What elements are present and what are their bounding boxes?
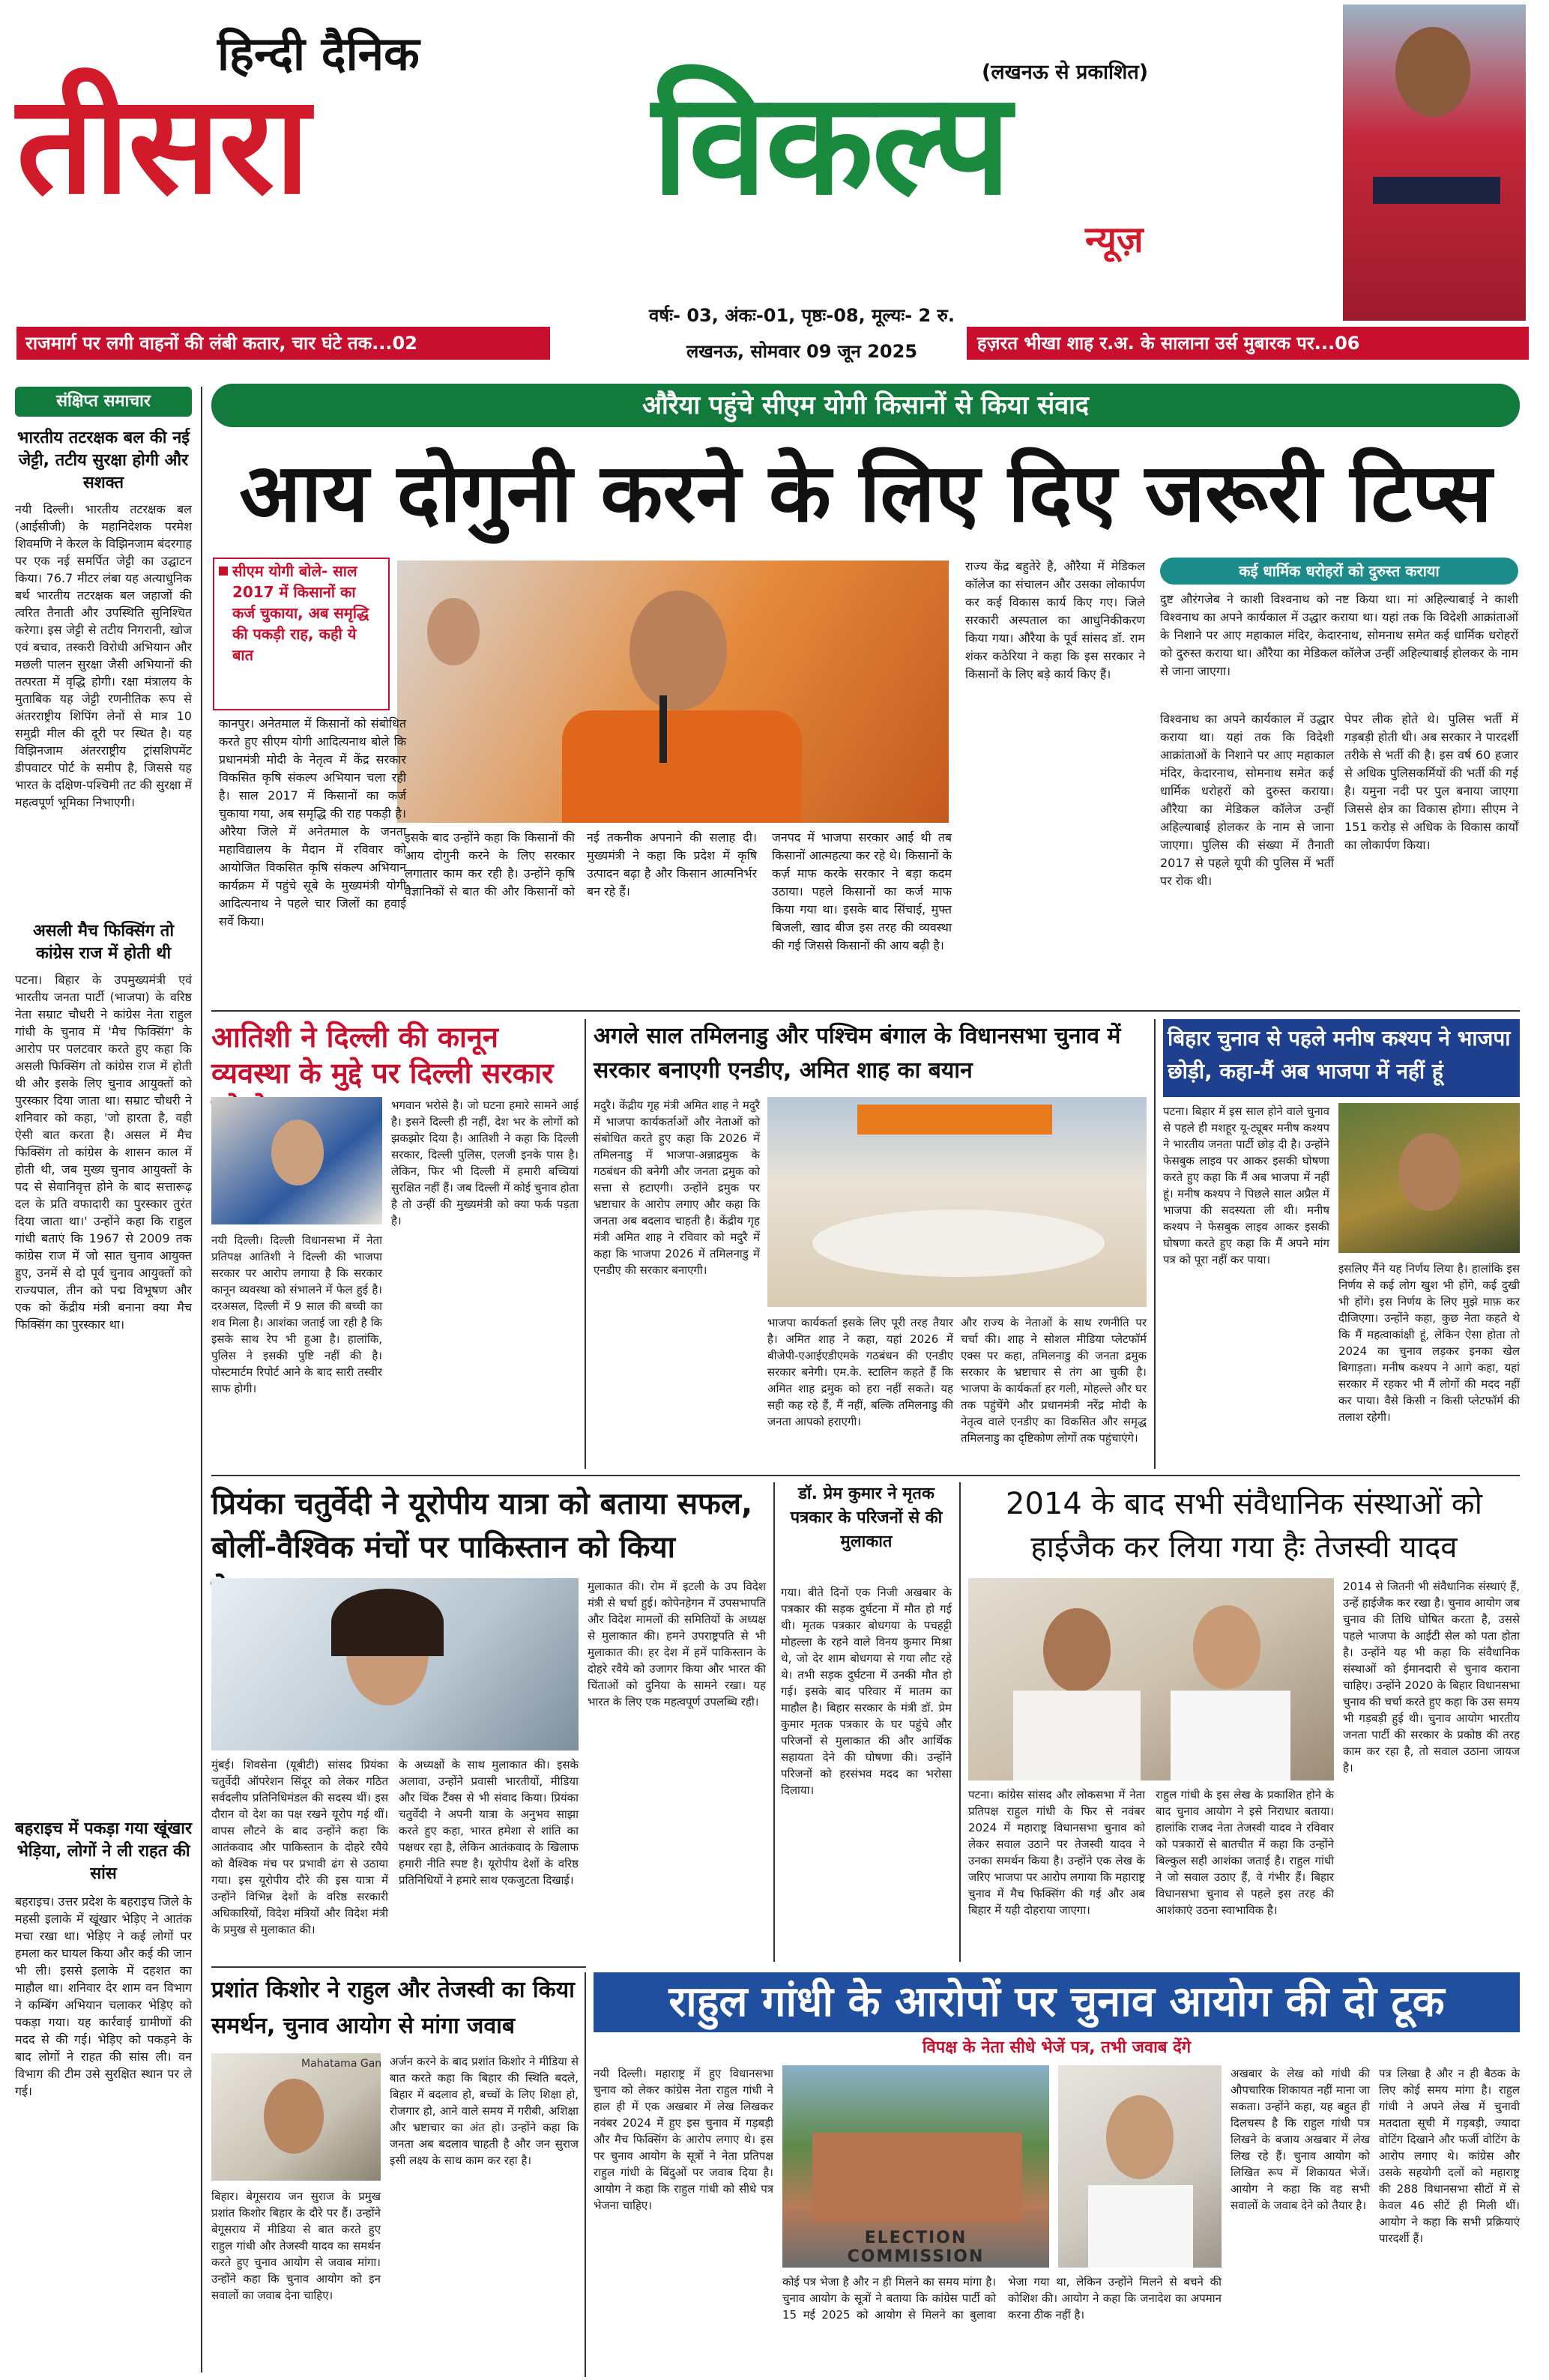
tejashwi-body-1: पटना। कांग्रेस सांसद और लोकसभा में नेता प्रतिपक्ष राहुल गांधी के फिर से नवंबर 2024 में महाराष्ट्र विधानसभा चुनाव को लेकर सवाल उठाने पर तेजस्वी यादव ने उनका समर्थन किया है। उन्होंने एक लेख के जरिए भाजपा पर आरोप लगाया कि महाराष्ट्र चुनाव में मैच फिक्सिंग की गई और अब बिहार में यही दोहराया जाएगा। xyxy=(968,1788,1145,1917)
rahul-photo xyxy=(1058,2065,1222,2268)
lead-headline[interactable]: आय दोगुनी करने के लिए दिए जरूरी टिप्स xyxy=(239,447,1492,540)
shah-body-1: मदुरै। केंद्रीय गृह मंत्री अमित शाह ने मदुरै में भाजपा कार्यकर्ताओं और नेताओं को संबोधित करते हुए कहा कि 2026 में तमिलनाडु में भाजपा-अन्नाद्रमुक के गठबंधन की बनेगी और जनता द्रमुक को सत्ता से हटाएगी। उन्होंने द्रमुक पर भ्रष्टाचार के आरोप लगाए और कहा कि जनता अब बदलाव चाहती है। केंद्रीय गृह मंत्री अमित शाह ने रविवार को मदुरै में कहा कि भाजपा 2026 में तमिलनाडु में एनडीए की सरकार बनाएगी। xyxy=(594,1099,760,1277)
prashant-body-1: बिहार। बेगूसराय जन सुराज के प्रमुख प्रशांत किशोर बिहार के दौरे पर हैं। उन्होंने बेगूसराय में मीडिया से बात करते हुए राहुल गांधी और तेजस्वी यादव का समर्थन करते हुए चुनाव आयोग से जवाब मांगा। उन्होंने कहा कि चुनाव आयोग को इन सवालों का जवाब देना चाहिए। xyxy=(211,2190,381,2302)
rahul-shirt xyxy=(1171,1691,1290,1781)
sidebar-story1-body: नयी दिल्ली। भारतीय तटरक्षक बल (आईसीजी) के महानिदेशक परमेश शिवमणि ने केरल के विझिनजाम बंदरगाह पर एक नई समर्पित जेट्टी का उद्घाटन किया। 76.7 मीटर लंबा यह अत्याधुनिक बर्थ भारतीय तटरक्षक बल जहाजों की त्वरित तैनाती और उपस्थिति सुनिश्चित करेगा। इस जेट्टी से तटीय निगरानी, खोज एवं बचाव, तस्करी विरोधी अभियान और मछली पालन सुरक्षा जैसी अभियानों की तत्परता में वृद्धि होगी। रक्षा मंत्रालय के मुताबिक यह जेट्टी रणनीतिक रूप से अंतरराष्ट्रीय शिपिंग लेनों से मात्र 10 समुद्री मील की दूरी पर स्थित है। यह विझिनजाम अंतरराष्ट्रीय ट्रांसशिपमेंट डीपवाटर पोर्ट के समीप है, जिससे यह भारत के दक्षिण-पश्चिमी तट की सुरक्षा में महत्वपूर्ण भूमिका निभाएगी। xyxy=(15,502,192,809)
lead-body-1: कानपुर। अनेतमाल में किसानों को संबोधित करते हुए सीएम योगी आदित्यनाथ बोले कि प्रधानमंत्री मोदी के नेतृत्व में केंद्र सरकार विकसित कृषि संकल्प अभियान चला रही है। साल 2017 में किसानों का कर्ज चुकाया गया, अब समृद्धि की राह पकड़ी है। औरैया जिले में अनेतमाल के जनता महाविद्यालय के मैदान में रविवार को आयोजित विकसित कृषि संकल्प अभियान कार्यक्रम में पहुंचे सूबे के मुख्यमंत्री योगी आदित्यनाथ ने पहले चार जिलों का हवाई सर्वे किया। xyxy=(219,716,406,928)
rahul-subhead: विपक्ष के नेता सीधे भेजें पत्र, तभी जवाब देंगे xyxy=(922,2038,1192,2057)
prem-divider xyxy=(959,1482,961,1962)
lead-pull-quote: सीएम योगी बोले- साल 2017 में किसानों का कर्ज चुकाया, अब समृद्धि की पकड़ी राह, कही ये बात xyxy=(232,562,369,664)
rahul-body-2: कोई पत्र भेजा है और न ही मिलने का समय मांगा है। चुनाव आयोग के सूत्रों ने बताया कि कांग्रेस पार्टी को 15 मई 2025 को आयोग से मिलने का बुलावा भेजा गया था, लेकिन उन्होंने मिलने से बचने की कोशिश की। आयोग ने कहा कि जनादेश का अपमान करना ठीक नहीं है। xyxy=(782,2275,1222,2322)
sidebar-story2-title[interactable]: असली मैच फिक्सिंग तो कांग्रेस राज में होती थी xyxy=(32,922,175,963)
tejashwi-story xyxy=(968,1482,1520,1962)
masthead-tagline: हिन्दी दैनिक xyxy=(217,26,420,81)
rahul-body-1: नयी दिल्ली। महाराष्ट्र में हुए विधानसभा चुनाव को लेकर कांग्रेस नेता राहुल गांधी ने हाल ही में एक अखबार में लेख लिखकर नवंबर 2024 में हुए इस चुनाव में गड़बड़ी और मैच फिक्सिंग के आरोप लगाए थे। इस पर चुनाव आयोग के सूत्रों ने नेता प्रतिपक्ष राहुल गांधी के बिंदुओं पर जवाब दिया है। आयोग ने कहा कि राहुल गांधी को सीधे पत्र भेजना चाहिए। xyxy=(594,2067,773,2212)
prashant-headline[interactable]: प्रशांत किशोर ने राहुल और तेजस्वी का किया समर्थन, चुनाव आयोग से मांगा जवाब xyxy=(211,1977,575,2039)
yogi-photo xyxy=(397,561,949,823)
kashyap-headline[interactable]: बिहार चुनाव से पहले मनीष कश्यप ने भाजपा छोड़ी, कहा-मैं अब भाजपा में नहीं हूं xyxy=(1163,1019,1520,1097)
rahul-tshirt xyxy=(1088,2185,1193,2268)
priyanka-body-1: मुंबई। शिवसेना (यूबीटी) सांसद प्रियंका चतुर्वेदी ऑपरेशन सिंदूर को लेकर गठित सर्वदलीय प्रतिनिधिमंडल की सदस्य थीं। इस दौरान वो देश का पक्ष रखने यूरोप गई थीं। वापस लौटने के बाद उन्होंने कहा कि आतंकवाद और पाकिस्तान के दोहरे रवैये को वैश्विक मंच पर प्रभावी ढंग से उठाया गया। इस यूरोपीय दौरे की इस यात्रा में उन्होंने विभिन्न देशों के वरिष्ठ सरकारी अधिकारियों, विदेश मंत्रियों और विदेश मंत्री के प्रमुख से मुलाकात की। xyxy=(211,1758,388,1936)
sidebar-story2-body: पटना। बिहार के उपमुख्यमंत्री एवं भारतीय जनता पार्टी (भाजपा) के वरिष्ठ नेता सम्राट चौधरी ने कांग्रेस नेता राहुल गांधी के चुनाव में 'मैच फिक्सिंग' के आरोप पर पलटवार करते हुए कहा कि असली फिक्सिंग तो कांग्रेस राज में होती थी और इसके लिए चुनाव आयुक्तों को पुरस्कार दिया जाता था। सम्राट चौधरी ने शनिवार को कहा, 'जो हारता है, वही ऐसी बात करता है। असल में मैच फिक्सिंग तो कांग्रेस के शासन काल में होती थी, जब मुख्य चुनाव आयुक्तों के पद से सेवानिवृत्त होने के बाद सत्तारूढ़ दल के प्रति वफादारी का पुरस्कार तुरंत दिया जाता था।' उन्होंने कहा कि राहुल गांधी बताएं कि 1967 से 2009 तक कांग्रेस राज में जो सात चुनाव आयुक्त हुए, उनमें से दो पूर्व चुनाव आयुक्तों को राज्यपाल, तीन को पद्म विभूषण और एक को केंद्रीय मंत्री बनाना क्या मैच फिक्सिंग का पुरस्कार था। xyxy=(15,973,192,1332)
tejashwi-headline[interactable]: 2014 के बाद सभी संवैधानिक संस्थाओं को हाईजैक कर लिया गया हैः तेजस्वी यादव xyxy=(1006,1487,1482,1565)
atishi-divider xyxy=(585,1019,586,1469)
kashyap-body-2: इसलिए मैंने यह निर्णय लिया है। हालांकि इस निर्णय से कई लोग खुश भी होंगे, कई दुखी भी होंगे। इस निर्णय के लिए मुझे माफ़ कर दीजिएगा। उन्होंने कहा, कुछ नेता कहते थे कि मैं महत्वाकांक्षी हूं, लेकिन ऐसा होता तो 2024 का चुनाव लड़कर इनका खेल बिगाड़ता। मनीष कश्यप ने आगे कहा, यहां सरकार में रहकर भी मैं लोगों की मदद नहीं कर पाया। वैसे किसी न किसी प्लेटफॉर्म की तलाश रहेगी। xyxy=(1338,1262,1520,1424)
dharmik-body: दुष्ट औरंगजेब ने काशी विश्वनाथ को नष्ट किया था। मां अहिल्याबाई ने काशी विश्वनाथ का अपने कार्यकाल में उद्धार कराया था। यहां तक कि विदेशी आक्रांताओं के निशाने पर आए महाकाल मंदिर, केदारनाथ, सोमनाथ समेत कई धार्मिक धरोहरों को दुरुस्त कराया था। औरैया का मेडिकल कॉलेज उन्हीं अहिल्याबाई होलकर के नाम से जाना जाएगा। xyxy=(1160,592,1518,678)
left-teaser[interactable]: राजमार्ग पर लगी वाहनों की लंबी कतार, चार घंटे तक...02 xyxy=(16,327,550,360)
prashant-face xyxy=(264,2079,324,2154)
rahul-body-3: अखबार के लेख को गांधी की औपचारिक शिकायत नहीं माना जा सकता। उन्होंने कहा, यह बहुत ही दिलचस्प है कि राहुल गांधी पत्र लिखने के बजाय अखबार में लेख लिख रहे हैं। चुनाव आयोग को लिखित रूप में शिकायत भेजें। आयोग ने कहा कि वह सभी सवालों के जवाब देने को तैयार है। xyxy=(1231,2067,1370,2212)
pull-quote-marker xyxy=(219,567,228,576)
rahul-story xyxy=(594,1972,1520,2377)
mid-rule xyxy=(211,1475,1520,1476)
prem-headline[interactable]: डॉ. प्रेम कुमार ने मृतक पत्रकार के परिजनों से की मुलाकात xyxy=(790,1485,943,1551)
priyanka-divider xyxy=(773,1482,775,1962)
prashant-photo-caption: Mahatama Gan xyxy=(301,2058,382,2070)
prem-body: गया। बीते दिनों एक निजी अखबार के पत्रकार की सड़क दुर्घटना में मौत हो गई थी। मृतक पत्रकार बोधगया के पचहट्टी मोहल्ला के रहने वाले विनय कुमार मिश्रा थे, जो देर शाम बोधगया से गया लौट रहे थे। तभी सड़क दुर्घटना में उनकी मौत हो गई। इसके बाद परिवार में मातम का माहौल है। बिहार सरकार के मंत्री डॉ. प्रेम कुमार मृतक पत्रकार के घर पहुंचे और परिजनों से मुलाकात की और आर्थिक सहायता देने की घोषणा की। उन्होंने परिजनों को हरसंभव मदद का भरोसा दिलाया। xyxy=(781,1586,952,1797)
shah-headline[interactable]: अगले साल तमिलनाडु और पश्चिम बंगाल के विधानसभा चुनाव में सरकार बनाएगी एनडीए, अमित शाह का बयान xyxy=(594,1023,1121,1084)
masthead-edition: (लखनऊ से प्रकाशित) xyxy=(982,61,1149,84)
tejashwi-kurta xyxy=(1013,1691,1141,1781)
priyanka-body-3: मुलाकात की। रोम में इटली के उप विदेश मंत्री से चर्चा हुई। कोपेनहेगन में उपसभापति और विदेश मामलों की समितियों के अध्यक्ष से मुलाकात की। हमने उपराष्ट्रपति से भी मुलाकात की। हर देश में हमें पाकिस्तान के दोहरे रवैये को उजागर किया और भारत की चिंताओं को दुनिया के सामने रखा। यह भारत के लिए एक महत्वपूर्ण उपलब्धि रही। xyxy=(588,1580,766,1709)
lead-bottom-rule xyxy=(211,1010,1520,1012)
dharmik-box xyxy=(1160,558,1518,704)
sidebar-header: संक्षिप्त समाचार xyxy=(15,387,192,417)
right-teaser[interactable]: हज़रत भीखा शाह र.अ. के सालाना उर्स मुबारक पर...06 xyxy=(967,327,1529,360)
atishi-body-1: नयी दिल्ली। दिल्ली विधानसभा में नेता प्रतिपक्ष आतिशी ने दिल्ली की भाजपा सरकार पर आरोप लगाया है कि सरकार कानून व्यवस्था को संभालने में फेल हुई है। दरअसल, दिल्ली में 9 साल की बच्ची का शव मिला है। आशंका जताई जा रही है कि इसके साथ रेप भी हुआ है। हालांकि, पुलिस ने इसकी पुष्टि नहीं की है। पोस्टमार्टम रिपोर्ट आने के बाद सारी तस्वीर साफ होगी। xyxy=(211,1233,382,1395)
lead-kicker: औरैया पहुंचे सीएम योगी किसानों से किया संवाद xyxy=(211,384,1520,427)
masthead xyxy=(0,0,1341,315)
cricketer-jersey-band xyxy=(1373,177,1500,204)
prashant-photo xyxy=(211,2053,381,2181)
sidebar-story1-title[interactable]: भारतीय तटरक्षक बल की नई जेट्टी, तटीय सुरक्षा होगी और सशक्त xyxy=(16,429,190,492)
sidebar-divider xyxy=(201,387,202,2373)
lead-body-2: इसके बाद उन्होंने कहा कि किसानों की आय दोगुनी करने के लिए सरकार लगातार काम कर रही है। उन्होंने कृषि वैज्ञानिकों से बात की और किसानों को नई तकनीक अपनाने की सलाह दी। मुख्यमंत्री ने कहा कि प्रदेश में कृषि उत्पादन बढ़ा है और किसान आत्मनिर्भर बन रहे हैं। xyxy=(405,830,757,898)
prashant-body-2: अर्जन करने के बाद प्रशांत किशोर ने मीडिया से बात करते कहा कि बिहार की स्थिति बदले, बिहार में बदलाव हो, बच्चों के लिए शिक्षा हो, रोजगार हो, आने वाले समय में गरीबी, अशिक्षा और भ्रष्टाचार का अंत हो। उन्होंने कहा कि जनता अब बदलाव चाहती है और जन सुराज इसी लक्ष्य के साथ काम कर रहा है। xyxy=(390,2055,579,2167)
dharmik-body-2: विश्वनाथ का अपने कार्यकाल में उद्धार कराया था। यहां तक कि विदेशी आक्रांताओं के निशाने पर आए महाकाल मंदिर, केदारनाथ, सोमनाथ समेत कई धार्मिक धरोहरों को दुरुस्त कराया। औरैया का मेडिकल कॉलेज उन्हीं अहिल्याबाई होलकर के नाम से जाना जाएगा। पुलिस की संख्या में तैनाती 2017 से पहले यूपी की पुलिस में भर्ती पर रोक थी। xyxy=(1160,712,1334,888)
priyanka-headline[interactable]: प्रियंका चतुर्वेदी ने यूरोपीय यात्रा को बताया सफल, बोलीं-वैश्विक मंचों पर पाकिस्तान को किया xyxy=(211,1487,753,1565)
kashyap-story xyxy=(1163,1019,1520,1469)
shah-divider xyxy=(1154,1019,1156,1469)
rahul-face-2 xyxy=(1106,2095,1174,2179)
ec-sign: ELECTION COMMISSION xyxy=(847,2229,985,2266)
meeting-banner xyxy=(857,1105,1052,1135)
yogi-face xyxy=(629,591,727,710)
lead-body-4: राज्य केंद्र बहुतेरे है, औरैया में मेडिकल कॉलेज का संचालन और उसका लोकार्पण कर कई विकास कार्य किए गए। जिले सरकारी अस्पताल का आधुनिकीकरण किया गया। औरैया के पूर्व सांसद डॉ. राम शंकर कठेरिया ने कहा कि इस सरकार ने किसानों के लिए बड़े कार्य किए हैं। xyxy=(965,559,1145,681)
dharmik-body-3: पेपर लीक होते थे। पुलिस भर्ती में गड़बड़ी होती थी। अब सरकार ने पारदर्शी तरीके से भर्ती की है। इस वर्ष 60 हजार से अधिक पुलिसकर्मियों की भर्ती की गई है। यमुना नदी पर पुल बनाया जाएगा जिससे क्षेत्र का विकास होगा। सीएम ने 151 करोड़ से अधिक के विकास कार्यों का लोकार्पण किया। xyxy=(1344,712,1518,852)
date-line: लखनऊ, सोमवार 09 जून 2025 xyxy=(686,341,918,362)
atishi-body-2: भगवान भरोसे है। जो घटना हमारे सामने आई है। इसने दिल्ली ही नहीं, देश भर के लोगों को झकझोर दिया है। आतिशी ने कहा कि दिल्ली सरकार, दिल्ली पुलिस, एलजी इनके पास है। लेकिन, फिर भी दिल्ली में हमारी बच्चियां सुरक्षित नहीं हैं। जब दिल्ली में कोई चुनाव होता है तो उन्हीं की मुख्यमंत्री को क्या फर्क पड़ता है। xyxy=(391,1099,579,1227)
shah-meeting-photo xyxy=(767,1097,1147,1307)
atishi-headline[interactable]: आतिशी ने दिल्ली की कानून व्यवस्था के मुद्दे पर दिल्ली सरकार xyxy=(211,1021,554,1090)
rahul-body-4: पत्र लिखा है और न ही बैठक के लिए कोई समय मांगा है। राहुल गांधी ने अपने लेख में चुनावी मतदाता सूची में गड़बड़ी, ज्यादा वोटिंग दिखाने और फर्जी वोटिंग के आरोप लगाए थे। कांग्रेस और उसके सहयोगी दलों को महाराष्ट्र की 288 विधानसभा सीटों में से केवल 46 सीटें ही मिली थीं। आयोग ने कहा कि सभी प्रक्रियाएं पारदर्शी हैं। xyxy=(1379,2067,1520,2245)
masthead-news: न्यूज़ xyxy=(1085,219,1144,261)
sidebar-story3-title[interactable]: बहराइच में पकड़ा गया खूंखार भेड़िया, लोगों ने ली राहत की सांस xyxy=(15,1819,192,1883)
prashant-divider xyxy=(585,1972,586,2377)
priyanka-story xyxy=(211,1482,766,1962)
kashyap-photo xyxy=(1338,1103,1520,1253)
tejashwi-face xyxy=(1043,1608,1111,1692)
tejashwi-photo xyxy=(968,1578,1334,1781)
sidebar xyxy=(15,387,195,2373)
lead-body-3: जनपद में भाजपा सरकार आई थी तब किसानों आत्महत्या कर रहे थे। किसानों के कर्ज़ माफ करके सरकार ने बड़ा कदम उठाया। पहले किसानों का कर्ज माफ किया गया था। इसके बाद सिंचाई, मुफ्त बिजली, खाद बीज इस तरह की व्यवस्था की गई जिससे किसानों की आय बढ़ी है। xyxy=(772,830,952,952)
rahul-headline[interactable]: राहुल गांधी के आरोपों पर चुनाव आयोग की दो टूक xyxy=(594,1972,1520,2032)
cricketer-head xyxy=(1395,27,1470,117)
masthead-title-part2: विकल्प xyxy=(652,61,1010,226)
kashyap-face xyxy=(1398,1133,1461,1211)
lower-rule xyxy=(211,1966,586,1968)
sidebar-story3-body: बहराइच। उत्तर प्रदेश के बहराइच जिले के महसी इलाके में खूंखार भेड़िए ने आतंक मचा रखा था। भेड़िए ने कई लोगों पर हमला कर घायल किया और कई की जान भी ली। इससे इलाके में दहशत का माहौल था। शनिवार देर शाम वन विभाग ने कम्बिंग अभियान चलाकर भेड़िए को पकड़ा गया। यह कार्रवाई ग्रामीणों की मदद से की गई। भेड़िए को पकड़ने के बाद लोगों ने राहत की सांस ली। वन विभाग की टीम उसे सुरक्षित स्थान पर ले गई। xyxy=(15,1894,192,2098)
shah-story xyxy=(594,1019,1148,1469)
atishi-face xyxy=(271,1120,324,1186)
priyanka-hair xyxy=(331,1589,444,1656)
election-commission-photo xyxy=(782,2065,1049,2268)
yogi-robe xyxy=(562,710,802,823)
tejashwi-body-2: राहुल गांधी के इस लेख के प्रकाशित होने के बाद चुनाव आयोग ने इसे निराधार बताया। हालांकि राजद नेता तेजस्वी यादव ने रविवार को पत्रकारों से बातचीत में कहा कि उन्होंने बिल्कुल सही आशंका जताई है। राहुल गांधी ने जो सवाल उठाए हैं, वे गंभीर हैं। बिहार विधानसभा चुनाव से पहले इस तरह की आशंकाएं उठना स्वाभाविक है। xyxy=(1156,1788,1334,1917)
dharmik-title: कई धार्मिक धरोहरों को दुरुस्त कराया xyxy=(1160,558,1518,585)
atishi-photo xyxy=(211,1097,382,1224)
lead-pull-quote-box xyxy=(213,558,390,710)
meeting-table xyxy=(812,1209,1105,1277)
priyanka-body-2: के अध्यक्षों के साथ मुलाकात की। इसके अलावा, उन्होंने प्रवासी भारतीयों, मीडिया और थिंक टैंक्स से भी संवाद किया। प्रियंका चतुर्वेदी ने अपनी यात्रा के अनुभव साझा करते हुए कहा, भारत हमेशा से शांति का पक्षधर रहा है, लेकिन आतंकवाद के खिलाफ हमारी नीति स्पष्ट है। यूरोपीय देशों के वरिष्ठ प्रतिनिधियों ने हमारे साथ एकजुटता दिखाई। xyxy=(399,1758,579,1887)
bg-person-face xyxy=(427,598,480,665)
kashyap-body-1: पटना। बिहार में इस साल होने वाले चुनाव से पहले ही मशहूर यू-ट्यूबर मनीष कश्यप ने भारतीय जनता पार्टी छोड़ दी है। उन्होंने फेसबुक लाइव पर आकर इसकी घोषणा करते हुए कहा कि मैं अब भाजपा में नहीं हूं। मनीष कश्यप ने पिछले साल अप्रैल में भाजपा की सदस्यता ली थी। मनीष कश्यप ने फेसबुक लाइव आकर इसकी घोषणा करते हुए कहा कि मैं अपने मांग पत्र को पूरा नहीं कर पाया। xyxy=(1163,1105,1329,1266)
rahul-face xyxy=(1193,1605,1260,1689)
cricketer-photo xyxy=(1343,4,1526,321)
tejashwi-body-3: 2014 से जितनी भी संवैधानिक संस्थाएं हैं, उन्हें हाईजैक कर रखा है। चुनाव आयोग जब चुनाव की तिथि घोषित करता है, उससे पहले भाजपा के आईटी सेल को पता होता है। उन्होंने यह भी कहा कि संवैधानिक संस्थाओं को ईमानदारी से चुनाव कराना चाहिए। उन्होंने 2020 के बिहार विधानसभा चुनाव की चर्चा करते हुए कहा कि उस समय भी गड़बड़ी हुई थी। चुनाव आयोग भारतीय जनता पार्टी की सरकार के प्रकोष्ठ की तरह काम कर रहा है, तो सवाल उठाना जायज है। xyxy=(1343,1580,1520,1775)
shah-body-2: भाजपा कार्यकर्ता इसके लिए पूरी तरह तैयार है। अमित शाह ने कहा, यहां 2026 में बीजेपी-एआईएडीएमके गठबंधन की एनडीए सरकार बनेगी। एम.के. स्टालिन कहते हैं कि अमित शाह द्रमुक को हरा नहीं सकते। यह सही कह रहे हैं, मैं नहीं, बल्कि तमिलनाडु की जनता आपको हराएगी। xyxy=(767,1316,953,1428)
priyanka-photo xyxy=(211,1578,579,1751)
prashant-story xyxy=(211,1972,579,2377)
issue-info: वर्षः- 03, अंकः-01, पृष्ठः-08, मूल्यः- 2 रु. xyxy=(648,305,955,326)
masthead-title-part1: तीसरा xyxy=(16,64,309,224)
microphone xyxy=(659,695,667,763)
shah-body-3: और राज्य के नेताओं के साथ रणनीति पर चर्चा की। शाह ने सोशल मीडिया प्लेटफॉर्म एक्स पर कहा, तमिलनाडु की जनता द्रमुक सरकार के भ्रष्टाचार से तंग आ चुकी है। भाजपा के कार्यकर्ता हर गली, मोहल्ले और घर तक पहुंचेंगे और प्रधानमंत्री नरेंद्र मोदी के नेतृत्व वाले एनडीए का विकसित और समृद्ध तमिलनाडु का दृष्टिकोण लोगों तक पहुंचाएंगे। xyxy=(961,1316,1147,1445)
atishi-story xyxy=(211,1019,579,1469)
ec-building xyxy=(812,2133,1022,2223)
